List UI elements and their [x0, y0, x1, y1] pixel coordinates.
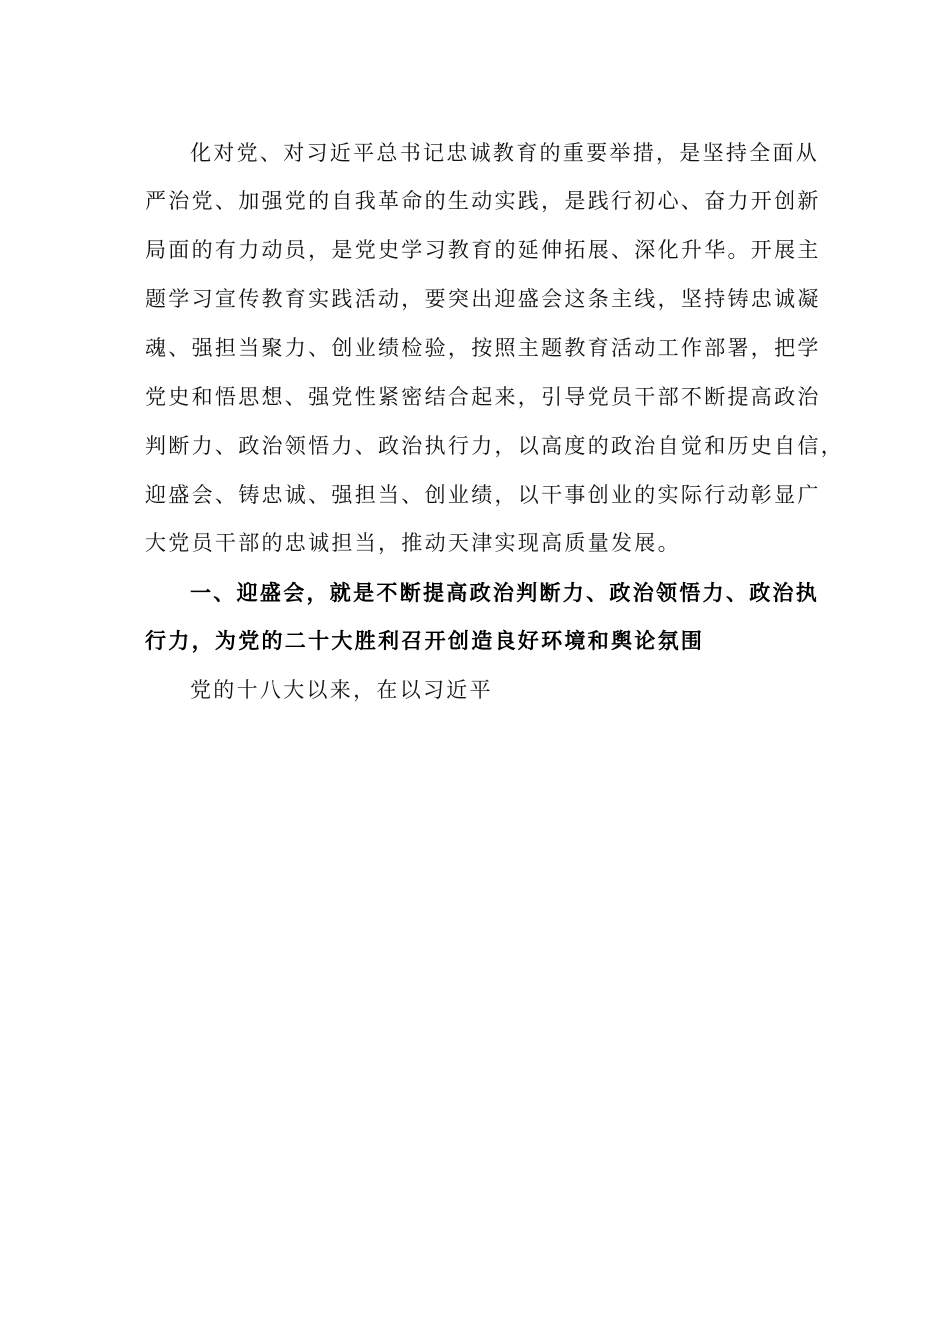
paragraph-line: 题学习宣传教育实践活动，要突出迎盛会这条主线，坚持铸忠诚凝: [145, 287, 821, 311]
paragraph-line: 党史和悟思想、强党性紧密结合起来，引导党员干部不断提高政治: [145, 385, 821, 409]
paragraph-line: 大党员干部的忠诚担当，推动天津实现高质量发展。: [145, 531, 681, 555]
paragraph-line: 党的十八大以来，在以习近平: [190, 678, 493, 702]
paragraph-line: 局面的有力动员，是党史学习教育的延伸拓展、深化升华。开展主: [145, 238, 821, 262]
paragraph-line: 魂、强担当聚力、创业绩检验，按照主题教育活动工作部署，把学: [145, 336, 821, 360]
heading-line: 行力，为党的二十大胜利召开创造良好环境和舆论氛围: [145, 629, 705, 653]
paragraph-line: 迎盛会、铸忠诚、强担当、创业绩，以干事创业的实际行动彰显广: [145, 483, 821, 507]
paragraph-line: 化对党、对习近平总书记忠诚教育的重要举措，是坚持全面从: [190, 141, 820, 165]
paragraph-line: 判断力、政治领悟力、政治执行力，以高度的政治自觉和历史自信，: [145, 434, 844, 458]
paragraph-line: 严治党、加强党的自我革命的生动实践，是践行初心、奋力开创新: [145, 189, 821, 213]
heading-line: 一、迎盛会，就是不断提高政治判断力、政治领悟力、政治执: [190, 581, 820, 605]
